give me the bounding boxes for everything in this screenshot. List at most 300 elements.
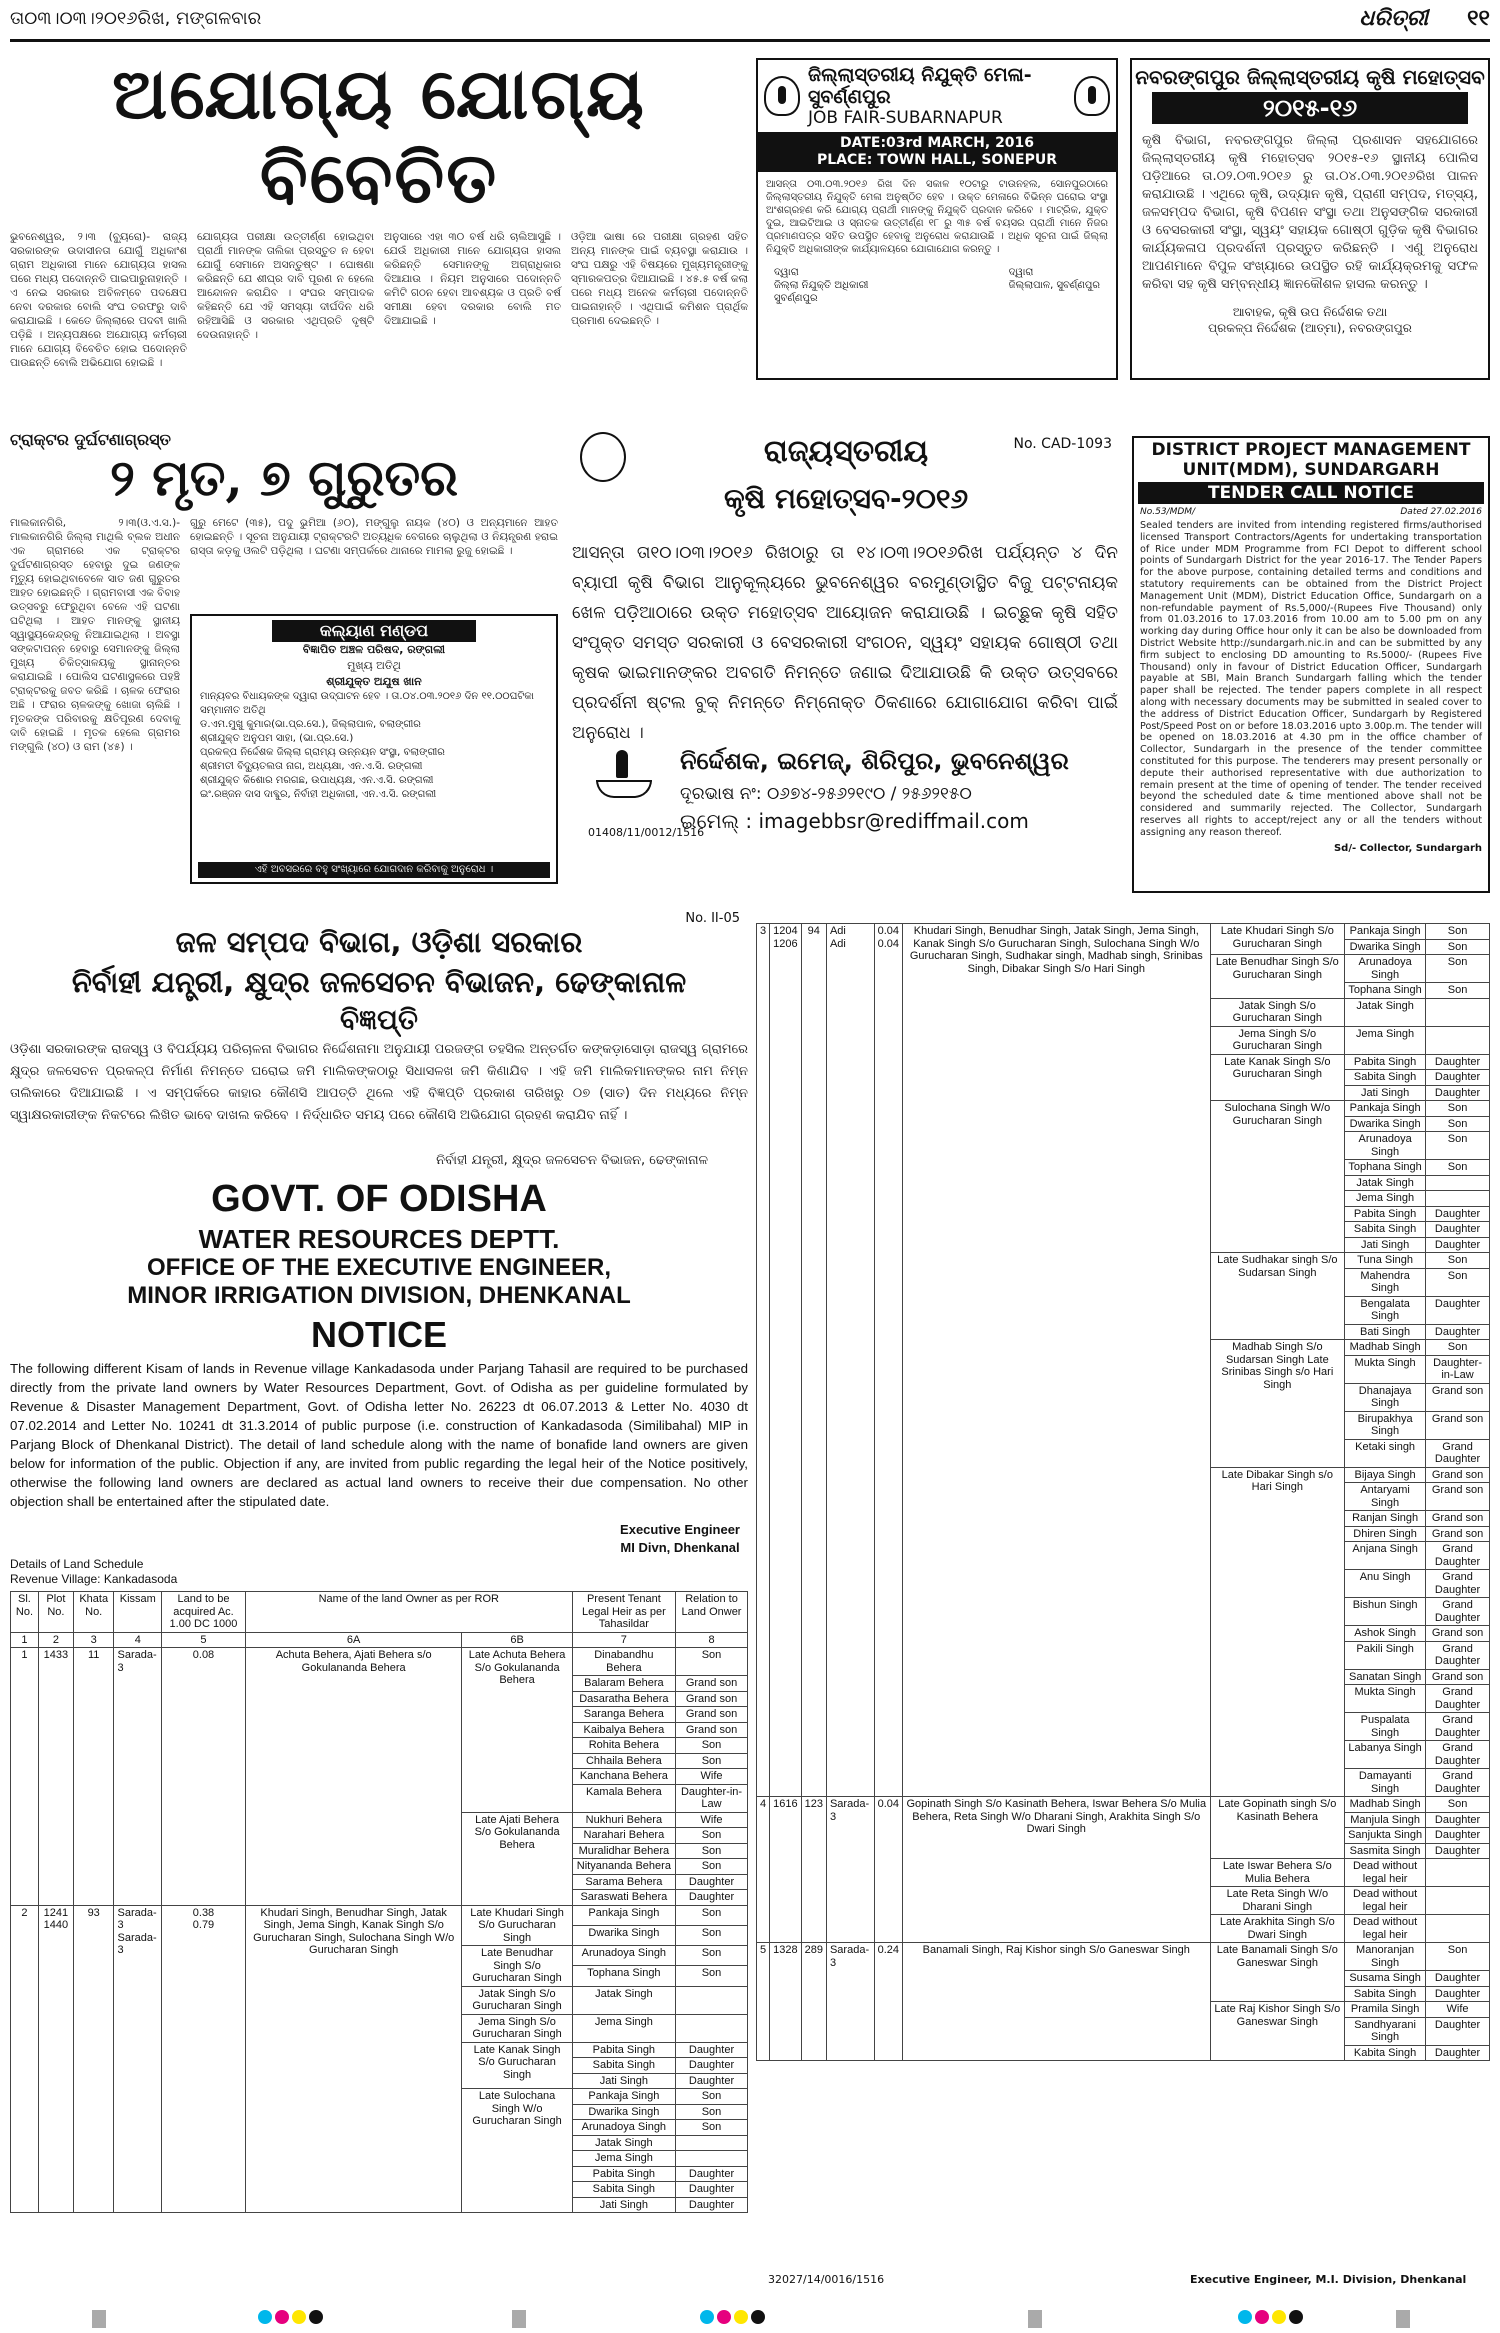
relation-cell: Daughter: [1426, 1070, 1490, 1086]
relation-cell: Daughter: [1426, 1237, 1490, 1253]
page-number: ୧୧: [1467, 6, 1490, 31]
heir-name-cell: Mukta Singh: [1345, 1685, 1426, 1713]
relation-cell: Son: [676, 1738, 748, 1754]
table-row: [757, 1943, 1490, 1971]
registration-dot: [1255, 2310, 1269, 2324]
table-colnum: 2: [38, 1632, 73, 1648]
khata-cell: 93: [73, 1905, 114, 2213]
relation-cell: Daughter: [1426, 1054, 1490, 1070]
heir-name-cell: Jema Singh: [1345, 1191, 1426, 1207]
news-headline: ଅଯୋଗ୍ୟ ଯୋଗ୍ୟ ବିବେଚିତ: [112, 52, 646, 219]
heir-name-cell: Jema Singh: [1345, 1026, 1426, 1054]
news-headline: ୨ ମୃତ, ୭ ଗୁରୁତର: [109, 448, 459, 507]
deceased-owner-cell: Jatak Singh S/o Gurucharan Singh: [462, 1986, 572, 2014]
ad-body: ମାନ୍ୟବର ବିଧାୟକଙ୍କ ଦ୍ୱାରା ଉଦ୍‌ଘାଟନ ହେବ । ତା.୦୪.୦୩.୨୦୧୬ ଦିନ ୧୧.୦୦ଘଟିକା ସମ୍ମାନୀତ ଅତିଥି ଡ.ଏମ.ମୁଖୁ କୁମାର(ଭା.ପ୍ର.ସେ.), ଜିଲ୍ଲାପାଳ, ବଲାଙ୍ଗୀର ଶ୍ରୀଯୁକ୍ତ ଅନୁପମ ସାହା, (ଭା.ପ୍ର.ସେ.) ପ୍ରକଳ୍ପ ନିର୍ଦ୍ଦେଶକ ଜିଲ୍ଲା ଗ୍ରାମ୍ୟ ଉନ୍ନୟନ ସଂସ୍ଥା, ବଲାଙ୍ଗୀର ଶ୍ରୀମତୀ ବିଦ୍ୟୁତଲତା ନାଗ, ଅଧ୍ୟକ୍ଷା, ଏନ.ଏ.ସି. ରଙ୍ଗଲୀ ଶ୍ରୀଯୁକ୍ତ କିଶୋର ମରଗଛ, ଉପାଧ୍ୟକ୍ଷ, ଏନ.ଏ.ସି. ରଙ୍ଗଲୀ ଇଂ.ରଞ୍ଜନ ଦାସ ଦାବ୍ଦୁର, ନିର୍ବାହୀ ଅଧିକାରୀ, ଏନ.ଏ.ସି. ରଙ୍ଗଲୀ: [200, 691, 534, 800]
table-row: [11, 1905, 748, 1925]
relation-cell: Grand son: [1426, 1669, 1490, 1685]
relation-cell: Grand son: [1426, 1626, 1490, 1642]
relation-cell: Grand son: [676, 1707, 748, 1723]
relation-cell: Grand son: [1426, 1483, 1490, 1511]
heir-name-cell: Muralidhar Behera: [572, 1843, 675, 1859]
heir-name-cell: Sarama Behera: [572, 1874, 675, 1890]
schedule-caption: [10, 1557, 177, 1587]
deceased-owner-cell: Late Arakhita Singh S/o Dwari Singh: [1210, 1915, 1345, 1943]
registration-dot: [700, 2310, 714, 2324]
heir-name-cell: Antaryami Singh: [1345, 1483, 1426, 1511]
heir-name-cell: Jati Singh: [1345, 1085, 1426, 1101]
registration-dot: [275, 2310, 289, 2324]
deceased-owner-cell: Late Kanak Singh S/o Gurucharan Singh: [1210, 1054, 1345, 1101]
heir-name-cell: Susama Singh: [1345, 1971, 1426, 1987]
relation-cell: Wife: [676, 1769, 748, 1785]
heir-name-cell: Anjana Singh: [1345, 1542, 1426, 1570]
relation-cell: Daughter: [1426, 1085, 1490, 1101]
relation-cell: Son: [1426, 1268, 1490, 1296]
news-kicker: ଟ୍ରାକ୍ଟର ଦୁର୍ଘଟଣାଗ୍ରସ୍ତ: [10, 430, 171, 449]
relation-cell: Son: [676, 1905, 748, 1925]
table-colnum: 6A: [245, 1632, 462, 1648]
kissam-cell: Sarada-3: [114, 1648, 162, 1906]
heir-name-cell: Saraswati Behera: [572, 1890, 675, 1906]
heir-name-cell: Pramila Singh: [1345, 2002, 1426, 2018]
schedule-caption-2: Revenue Village: Kankadasoda: [10, 1572, 178, 1586]
notice-en-h3: OFFICE OF THE EXECUTIVE ENGINEER,: [146, 1254, 612, 1281]
heir-name-cell: Jati Singh: [572, 2197, 675, 2213]
relation-cell: Daughter: [1426, 1971, 1490, 1987]
heir-name-cell: Sasmita Singh: [1345, 1843, 1426, 1859]
table-header: Plot No.: [38, 1592, 73, 1633]
relation-cell: Son: [676, 1648, 748, 1676]
deceased-owner-cell: Late Sulochana Singh W/o Gurucharan Singh: [462, 2089, 572, 2213]
plot-cell: 1328: [770, 1943, 801, 2061]
table-header-row: [11, 1592, 748, 1633]
relation-cell: Son: [676, 1925, 748, 1945]
emblem-icon: [764, 76, 800, 116]
relation-cell: Daughter: [676, 1874, 748, 1890]
heir-name-cell: Arunadoya Singh: [1345, 1132, 1426, 1160]
registration-dot: [292, 2310, 306, 2324]
notice-en-h2: WATER RESOURCES DEPTT.: [198, 1224, 560, 1254]
heir-name-cell: Dinabandhu Behera: [572, 1648, 675, 1676]
heir-name-cell: Puspalata Singh: [1345, 1713, 1426, 1741]
relation-cell: Grand son: [1426, 1383, 1490, 1411]
table-header: Name of the land Owner as per ROR: [245, 1592, 572, 1633]
ad-subtitle: କୃଷି ମହୋତ୍ସବ-୨୦୧୬: [723, 482, 969, 515]
area-cell: 0.04 0.04: [874, 924, 902, 1797]
deceased-owner-cell: Madhab Singh S/o Sudarsan Singh Late Srinibas Singh s/o Hari Singh: [1210, 1340, 1345, 1468]
relation-cell: [1426, 1026, 1490, 1054]
heir-name-cell: Ranjan Singh: [1345, 1511, 1426, 1527]
ad-date: DATE:03rd MARCH, 2016: [839, 135, 1035, 151]
sl-cell: 4: [757, 1797, 770, 1943]
relation-cell: Daughter-in-Law: [1426, 1355, 1490, 1383]
heir-name-cell: Kanchana Behera: [572, 1769, 675, 1785]
masthead: [10, 4, 1490, 42]
relation-cell: [1426, 1887, 1490, 1915]
registration-marks: [1028, 2310, 1042, 2328]
deceased-owner-cell: Late Benudhar Singh S/o Gurucharan Singh: [462, 1946, 572, 1987]
khata-cell: 289: [801, 1943, 826, 2061]
heir-name-cell: Sabita Singh: [1345, 1222, 1426, 1238]
relation-cell: Son: [1426, 1797, 1490, 1813]
heir-name-cell: Mahendra Singh: [1345, 1268, 1426, 1296]
registration-marks: [1396, 2310, 1410, 2328]
ad-job-fair: [756, 58, 1118, 380]
kissam-cell: Sarada-3: [826, 1943, 874, 2061]
heir-name-cell: Jati Singh: [1345, 1237, 1426, 1253]
ad-phone: ଦୂରଭାଷ ନଂ: ୦୬୭୪-୨୫୬୨୧୯୦ / ୨୫୬୨୧୫୦: [680, 784, 972, 804]
notice-en-h5: NOTICE: [310, 1314, 447, 1355]
ad-body: ଆସନ୍ତା ତା୧୦।୦୩।୨୦୧୬ ରିଖଠାରୁ ତା ୧୪।୦୩।୨୦୧୬ରିଖ ପର୍ଯ୍ୟନ୍ତ ୪ ଦିନ ବ୍ୟାପୀ କୃଷି ବିଭାଗ ଆନୁକୂଲ୍ୟରେ ଭୁବନେଶ୍ୱର ବରମୁଣ୍ଡାସ୍ଥିତ ବିଜୁ ପଟ୍ଟନାୟକ ଖେଳ ପଡ଼ିଆଠାରେ ଉକ୍ତ ମହୋତ୍ସବ ଆୟୋଜନ କରାଯାଉଛି । ଇଚ୍ଛୁକ କୃଷି ସହିତ ସଂପୃକ୍ତ ସମସ୍ତ ସରକାରୀ ଓ ବେସରକାରୀ ସଂଗଠନ, ସ୍ୱୟଂ ସହାୟକ ଗୋଷ୍ଠୀ ତଥା କୃଷକ ଭାଇମାନଙ୍କର ଅବଗତି ନିମନ୍ତେ ଜଣାଇ ଦିଆଯାଉଛି କି ଉକ୍ତ ଉତ୍ସବରେ ପ୍ରଦର୍ଶନୀ ଷ୍ଟଲ ବୁକ୍ ନିମନ୍ତେ ନିମ୍ନୋକ୍ତ ଠିକଣାରେ ଯୋଗାଯୋଗ କରିବା ପାଇଁ ଅନୁରୋଧ ।: [572, 543, 1118, 743]
table-colnum: 6B: [462, 1632, 572, 1648]
registration-dot: [1272, 2310, 1286, 2324]
owner-cell: Khudari Singh, Benudhar Singh, Jatak Singh, Jema Singh, Kanak Singh S/o Gurucharan Singh, Sulochana Singh W/o Gurucharan Singh: [245, 1905, 462, 2213]
relation-cell: Son: [676, 1828, 748, 1844]
tender-no: No.53/MDM/: [1140, 507, 1196, 517]
notice-odia-h3: ବିଜ୍ଞପ୍ତି: [340, 1003, 418, 1036]
relation-cell: Daughter: [1426, 1828, 1490, 1844]
heir-name-cell: Damayanti Singh: [1345, 1769, 1426, 1797]
heir-name-cell: Ketaki singh: [1345, 1439, 1426, 1467]
relation-cell: Daughter: [1426, 2045, 1490, 2061]
heir-name-cell: Jatak Singh: [572, 1986, 675, 2014]
relation-cell: Grand Daughter: [1426, 1769, 1490, 1797]
heir-name-cell: Balaram Behera: [572, 1676, 675, 1692]
ad-subtitle: ବିଜ୍ଞାପିତ ଅଞ୍ଚଳ ପରିଷଦ, ରଙ୍ଗଲୀ: [302, 643, 446, 656]
heir-name-cell: Bijaya Singh: [1345, 1467, 1426, 1483]
heir-name-cell: Sanatan Singh: [1345, 1669, 1426, 1685]
notice-odia-h2: ନିର୍ବାହୀ ଯନ୍ତ୍ରୀ, କ୍ଷୁଦ୍ର ଜଳସେଚନ ବିଭାଜନ, ଢେଙ୍କାନାଳ: [71, 965, 687, 999]
ad-krushi-state: [568, 428, 1124, 893]
plot-cell: 1433: [38, 1648, 73, 1906]
heir-name-cell: Pabita Singh: [1345, 1206, 1426, 1222]
ad-body: ଆସନ୍ତା ୦୩.୦୩.୨୦୧୬ ରିଖ ଦିନ ସକାଳ ୧୦ଟାରୁ ଟାଉନହଲ, ସୋନପୁରଠାରେ ଜିଲ୍ଲାସ୍ତରୀୟ ନିଯୁକ୍ତି ମେଳା ଅନୁଷ୍ଠିତ ହେବ । ଉକ୍ତ ମେଳାରେ ବିଭିନ୍ନ ଘରୋଇ ସଂସ୍ଥା ଅଂଶଗ୍ରହଣ କରି ଯୋଗ୍ୟ ପ୍ରାର୍ଥୀ ମାନଙ୍କୁ ନିଯୁକ୍ତି ପ୍ରଦାନ କରିବେ । ମାଟ୍ରିକ, ଯୁକ୍ତ ଦୁଇ, ଆଇଟିଆଇ ଓ ସ୍ନାତକ ଉତ୍ତୀର୍ଣ୍ଣ ୧୮ ରୁ ୩୫ ବର୍ଷ ବୟସର ପ୍ରାର୍ଥୀ ମାନେ ନିଜର ପ୍ରମାଣପତ୍ର ସହିତ ଉପସ୍ଥିତ ହେବାକୁ ଅନୁରୋଧ କରାଯାଉଛି । ଅଧିକ ସୂଚନା ପାଇଁ ଜିଲ୍ଲା ନିଯୁକ୍ତି ଅଧିକାରୀଙ୍କ କାର୍ଯ୍ୟାଳୟରେ ଯୋଗାଯୋଗ କରନ୍ତୁ ।: [766, 179, 1108, 255]
relation-cell: [676, 2135, 748, 2151]
relation-cell: Son: [1426, 955, 1490, 983]
deceased-owner-cell: Late Khudari Singh S/o Gurucharan Singh: [1210, 924, 1345, 955]
table-colnum: 4: [114, 1632, 162, 1648]
deceased-owner-cell: Late Banamali Singh S/o Ganeswar Singh: [1210, 1943, 1345, 2002]
lamp-icon: [592, 744, 652, 804]
relation-cell: Daughter: [1426, 1206, 1490, 1222]
registration-mark: [92, 2310, 106, 2328]
notice-en-sign-1: Executive Engineer: [620, 1522, 740, 1537]
relation-cell: Daughter: [1426, 1986, 1490, 2002]
heir-name-cell: Dhanajaya Singh: [1345, 1383, 1426, 1411]
plot-cell: 1616: [770, 1797, 801, 1943]
heir-name-cell: Dwarika Singh: [572, 2104, 675, 2120]
owner-cell: Gopinath Singh S/o Kasinath Behera, Iswar Behera S/o Mulia Behera, Reta Singh W/o Dharani Singh, Arakhita Singh S/o Dwari Singh: [903, 1797, 1211, 1943]
color-registration-dots: [700, 2310, 765, 2328]
heir-name-cell: Jatak Singh: [572, 2135, 675, 2151]
sl-cell: 2: [11, 1905, 39, 2213]
table-header: Khata No.: [73, 1592, 114, 1633]
notice-odia-body: ଓଡ଼ିଶା ସରକାରଙ୍କ ରାଜସ୍ୱ ଓ ବିପର୍ଯ୍ୟୟ ପରିଚାଳନା ବିଭାଗର ନିର୍ଦ୍ଦେଶନାମା ଅନୁଯାୟୀ ପରଜଙ୍ଗ ତହସିଲ ଅନ୍ତର୍ଗତ କଙ୍କଡ଼ାସୋଡ଼ା ରାଜସ୍ୱ ଗ୍ରାମରେ କ୍ଷୁଦ୍ର ଜଳସେଚନ ପ୍ରକଳ୍ପ ନିର୍ମାଣ ନିମନ୍ତେ ଘରୋଇ ଜମି ମାଲିକଙ୍କଠାରୁ ସିଧାସଳଖ ଜମି କିଣାଯିବ । ଏହି ଜମି ମାଲିକମାନଙ୍କର ନାମ ନିମ୍ନ ତାଲିକାରେ ଦିଆଯାଇଛି । ଏ ସମ୍ପର୍କରେ କାହାର କୌଣସି ଆପତ୍ତି ଥିଲେ ଏହି ବିଜ୍ଞପ୍ତି ପ୍ରକାଶ ତାରିଖରୁ ୦୭ (ସାତ) ଦିନ ମଧ୍ୟରେ ନିମ୍ନ ସ୍ୱାକ୍ଷରକାରୀଙ୍କ ନିକଟରେ ଲିଖିତ ଭାବେ ଦାଖଲ କରିବେ । ନିର୍ଦ୍ଧାରିତ ସମୟ ପରେ କୌଣସି ଅଭିଯୋଗ ଗ୍ରହଣ କରାଯିବ ନାହିଁ ।: [10, 1042, 748, 1123]
ad-sign: Sd/- Collector, Sundargarh: [1333, 842, 1482, 854]
relation-cell: Son: [676, 2120, 748, 2136]
deceased-owner-cell: Late Dibakar Singh s/o Hari Singh: [1210, 1467, 1345, 1797]
registration-dot: [1289, 2310, 1303, 2324]
registration-dot: [309, 2310, 323, 2324]
relation-cell: Grand Daughter: [1426, 1570, 1490, 1598]
table-colnum: 1: [11, 1632, 39, 1648]
ad-sign-left: ଦ୍ୱାରା ଜିଲ୍ଲା ନିଯୁକ୍ତି ଅଧିକାରୀ ସୁବର୍ଣ୍ଣପୁର: [774, 267, 869, 304]
relation-cell: Son: [1426, 1160, 1490, 1176]
ad-code: No. CAD-1093: [1013, 436, 1112, 452]
tender-date: Dated 27.02.2016: [1400, 507, 1482, 517]
relation-cell: Son: [1426, 1340, 1490, 1356]
notice-en-h4: MINOR IRRIGATION DIVISION, DHENKANAL: [127, 1282, 631, 1309]
notice-water-resources: [10, 907, 748, 2211]
deceased-owner-cell: Late Benudhar Singh S/o Gurucharan Singh: [1210, 955, 1345, 999]
heir-name-cell: Pabita Singh: [572, 2042, 675, 2058]
ad-sign-right: ଦ୍ୱାରା ଜିଲ୍ଲାପାଳ, ସୁବର୍ଣ୍ଣପୁର: [1008, 267, 1100, 291]
heir-name-cell: Dhiren Singh: [1345, 1526, 1426, 1542]
relation-cell: [1426, 1191, 1490, 1207]
relation-cell: Daughter: [676, 2073, 748, 2089]
notice-no: No. II-05: [685, 911, 740, 926]
notice-en-body: The following different Kisam of lands in Revenue village Kankadasoda under Parjang Tahasil are required to be purchased directly from the private land owners by Water Resources Department, Govt. of Odisha as per guideline formulated by Revenue & Disaster Management Department, Govt. of Odisha letter No. 26223 dt 06.07.2013 & Letter No. 4030 dt 07.02.2014 and Letter No. 10241 dt 31.3.2014 of public purpose (i.e. construction of Kankadasoda (Similibahal) MIP in Parjang Block of Dhenkanal District). The detail of land schedule along with the name of bonafide land owners are given below for information of the public. Objection if any, are invited from public regarding the legal heir of the Notice positively, otherwise the following land owners are declared as actual land owners to receive their due compensation. No other objection shall be entertained after the stipulated date.: [10, 1361, 748, 1509]
heir-name-cell: Dead without legal heir: [1345, 1859, 1426, 1887]
ad-year-band: ୨୦୧୫-୧୬: [1152, 92, 1468, 124]
relation-cell: Grand son: [676, 1691, 748, 1707]
sl-cell: 3: [757, 924, 770, 1797]
heir-name-cell: Tophana Singh: [572, 1966, 675, 1986]
sl-cell: 5: [757, 1943, 770, 2061]
relation-cell: Son: [676, 1946, 748, 1966]
table-header: Land to be acquired Ac. 1.00 DC 1000: [162, 1592, 246, 1633]
heir-name-cell: Pankaja Singh: [1345, 924, 1426, 940]
relation-cell: Grand Daughter: [1426, 1542, 1490, 1570]
registration-dot: [751, 2310, 765, 2324]
owner-cell: Khudari Singh, Benudhar Singh, Jatak Singh, Jema Singh, Kanak Singh S/o Gurucharan Singh, Sulochana Singh W/o Gurucharan Singh, Sudhakar singh, Madhab singh, Srinibas Singh, Dibakar Singh S/o Hari Singh: [903, 924, 1211, 1797]
relation-cell: Daughter-in-Law: [676, 1784, 748, 1812]
heir-name-cell: Jema Singh: [572, 2151, 675, 2167]
table-row: [757, 1797, 1490, 1813]
heir-name-cell: Arunadoya Singh: [572, 2120, 675, 2136]
deceased-owner-cell: Late Iswar Behera S/o Mulia Behera: [1210, 1859, 1345, 1887]
deceased-owner-cell: Late Raj Kishor Singh S/o Ganeswar Singh: [1210, 2002, 1345, 2061]
ad-place: PLACE: TOWN HALL, SONEPUR: [816, 152, 1058, 168]
ad-title: DISTRICT PROJECT MANAGEMENT UNIT(MDM), SUNDARGARH: [1151, 440, 1471, 480]
heir-name-cell: Tophana Singh: [1345, 983, 1426, 999]
relation-cell: [1426, 998, 1490, 1026]
heir-name-cell: Sabita Singh: [572, 2058, 675, 2074]
relation-cell: Grand son: [1426, 1526, 1490, 1542]
ad-title: ରାଜ୍ୟସ୍ତରୀୟ: [763, 434, 929, 469]
chief-guest: ଶ୍ରୀଯୁକ୍ତ ଅଯୁଷ ଖାନ: [326, 675, 422, 688]
heir-name-cell: Ashok Singh: [1345, 1626, 1426, 1642]
relation-cell: Son: [1426, 924, 1490, 940]
ad-address: ନିର୍ଦ୍ଦେଶକ, ଇମେଜ୍, ଶିରିପୁର, ଭୁବନେଶ୍ୱର: [680, 747, 1069, 775]
ad-title: କଲ୍ୟାଣ ମଣ୍ଡପ: [272, 620, 476, 642]
relation-cell: [1426, 1175, 1490, 1191]
table-header: Sl. No.: [11, 1592, 39, 1633]
relation-cell: Grand Daughter: [1426, 1598, 1490, 1626]
relation-cell: Wife: [676, 1812, 748, 1828]
registration-dot: [734, 2310, 748, 2324]
ad-kalyan-mandap: [190, 614, 558, 884]
registration-mark: [512, 2310, 526, 2328]
notice-en-sign: [620, 1521, 740, 1557]
ad-subtitle: JOB FAIR-SUBARNAPUR: [808, 108, 1003, 128]
heir-name-cell: Tophana Singh: [1345, 1160, 1426, 1176]
heir-name-cell: Anu Singh: [1345, 1570, 1426, 1598]
ad-band: TENDER CALL NOTICE: [1138, 482, 1484, 504]
relation-cell: Daughter: [676, 1890, 748, 1906]
table-row: [757, 924, 1490, 940]
deceased-owner-cell: Late Gopinath singh S/o Kasinath Behera: [1210, 1797, 1345, 1859]
news-ayogya: [10, 52, 748, 420]
news-column: ଭୁବନେଶ୍ୱର, ୨।୩ (ବ୍ୟୁରୋ)- ରାଜ୍ୟ ସରକାରଙ୍କ ଉଦାସୀନତା ଯୋଗୁଁ ଅଧିକାଂଶ ଗ୍ରାମ ଅଧିକାରୀ ମାନେ ଯୋଗ୍ୟତା ହାସଲ ପରେ ମଧ୍ୟ ପଦୋନ୍ନତି ପାଇପାରୁନାହାନ୍ତି । ଏ ନେଇ ସରକାର ଅବିଳମ୍ବେ ପଦକ୍ଷେପ ନେବା ଦରକାର ବୋଲି ସଂଘ ତରଫରୁ ଦାବି କରାଯାଇଛି । କେତେ ଜିଲ୍ଲାରେ ପଦବୀ ଖାଲି ପଡ଼ିଛି । ଅନ୍ୟପକ୍ଷରେ ଅଯୋଗ୍ୟ କର୍ମଚାରୀ ମାନେ ଯୋଗ୍ୟ ବିବେଚିତ ହୋଇ ପଦୋନ୍ନତି ପାଉଛନ୍ତି ବୋଲି ଅଭିଯୋଗ ହୋଇଛି ।: [10, 231, 187, 369]
ad-title: ନବରଙ୍ଗପୁର ଜିଲ୍ଲାସ୍ତରୀୟ କୃଷି ମହୋତ୍ସବ: [1135, 65, 1485, 89]
kissam-cell: Sarada-3: [826, 1797, 874, 1943]
relation-cell: Son: [676, 2089, 748, 2105]
deceased-owner-cell: Sulochana Singh W/o Gurucharan Singh: [1210, 1101, 1345, 1253]
registration-dot: [1238, 2310, 1252, 2324]
relation-cell: Son: [1426, 1943, 1490, 1971]
ad-tender-notice: [1132, 436, 1490, 893]
relation-cell: Grand Daughter: [1426, 1685, 1490, 1713]
relation-cell: [1426, 1915, 1490, 1943]
relation-cell: Grand Daughter: [1426, 1713, 1490, 1741]
relation-cell: Wife: [1426, 2002, 1490, 2018]
emblem-icon: [1074, 76, 1110, 116]
owner-cell: Achuta Behera, Ajati Behera s/o Gokulananda Behera: [245, 1648, 462, 1906]
table-header: Relation to Land Onwer: [676, 1592, 748, 1633]
ad-title: ଜିଲ୍ଲାସ୍ତରୀୟ ନିଯୁକ୍ତି ମେଳା-ସୁବର୍ଣ୍ଣପୁର: [808, 64, 1032, 108]
news-column: ଅନୁସାରେ ଏହା ୩୦ ବର୍ଷ ଧରି ଚାଲିଆସୁଛି । ଯେଉଁ ଅଧିକାରୀ ମାନେ ଯୋଗ୍ୟତା ହାସଲ କରିଛନ୍ତି ସେମାନଙ୍କୁ ଅଗ୍ରାଧିକାର ଦିଆଯାଉ । ନିୟମ ଅନୁସାରେ ପଦୋନ୍ନତି କମିଟି ଗଠନ ହେବା ଆବଶ୍ୟକ ଓ ପ୍ରତି ବର୍ଷ ସମୀକ୍ଷା ହେବା ଦରକାର ବୋଲି ମତ ଦିଆଯାଇଛି ।: [384, 231, 561, 327]
relation-cell: Daughter: [1426, 1222, 1490, 1238]
relation-cell: Son: [676, 1966, 748, 1986]
relation-cell: Grand son: [1426, 1411, 1490, 1439]
deceased-owner-cell: Late Kanak Singh S/o Gurucharan Singh: [462, 2042, 572, 2089]
paper-logo: ଧରିତ୍ରୀ: [1359, 6, 1428, 31]
relation-cell: Grand son: [676, 1676, 748, 1692]
area-cell: 0.04: [874, 1797, 902, 1943]
table-header: Kissam: [114, 1592, 162, 1633]
relation-cell: Grand son: [1426, 1511, 1490, 1527]
heir-name-cell: Birupakhya Singh: [1345, 1411, 1426, 1439]
heir-name-cell: Jatak Singh: [1345, 1175, 1426, 1191]
heir-name-cell: Dwarika Singh: [1345, 1116, 1426, 1132]
kissam-cell: Sarada-3 Sarada-3: [114, 1905, 162, 2213]
heir-name-cell: Jema Singh: [572, 2014, 675, 2042]
sl-cell: 1: [11, 1648, 39, 1906]
heir-name-cell: Madhab Singh: [1345, 1340, 1426, 1356]
table-colnum: 7: [572, 1632, 675, 1648]
notice-en-h1: GOVT. OF ODISHA: [211, 1178, 547, 1220]
heir-name-cell: Manjula Singh: [1345, 1812, 1426, 1828]
heir-name-cell: Dwarika Singh: [572, 1925, 675, 1945]
table-colnum-row: [11, 1632, 748, 1648]
heir-name-cell: Mukta Singh: [1345, 1355, 1426, 1383]
relation-cell: Daughter: [1426, 2017, 1490, 2045]
table-header: Present Tenant Legal Heir as per Tahasildar: [572, 1592, 675, 1633]
khata-cell: 94: [801, 924, 826, 1797]
heir-name-cell: Dwarika Singh: [1345, 939, 1426, 955]
heir-name-cell: Kaibalya Behera: [572, 1722, 675, 1738]
deceased-owner-cell: Jema Singh S/o Gurucharan Singh: [1210, 1026, 1345, 1054]
issue-date: ତା୦୩।୦୩।୨୦୧୬ରିଖ, ମଙ୍ଗଳବାର: [10, 8, 262, 29]
heir-name-cell: Pankaja Singh: [572, 2089, 675, 2105]
table-row: [11, 1648, 748, 1676]
heir-name-cell: Bengalata Singh: [1345, 1296, 1426, 1324]
heir-name-cell: Nityananda Behera: [572, 1859, 675, 1875]
heir-name-cell: Pabita Singh: [572, 2166, 675, 2182]
notice-footer-sign: Executive Engineer, M.I. Division, Dhenkanal: [1190, 2273, 1467, 2286]
plot-cell: 1241 1440: [38, 1905, 73, 2213]
relation-cell: Grand Daughter: [1426, 1439, 1490, 1467]
heir-name-cell: Kabita Singh: [1345, 2045, 1426, 2061]
heir-name-cell: Tuna Singh: [1345, 1253, 1426, 1269]
relation-cell: Daughter: [676, 2042, 748, 2058]
heir-name-cell: Jatak Singh: [1345, 998, 1426, 1026]
heir-name-cell: Madhab Singh: [1345, 1797, 1426, 1813]
heir-name-cell: Saranga Behera: [572, 1707, 675, 1723]
relation-cell: Daughter: [1426, 1324, 1490, 1340]
heir-name-cell: Rohita Behera: [572, 1738, 675, 1754]
deceased-owner-cell: Jatak Singh S/o Gurucharan Singh: [1210, 998, 1345, 1026]
relation-cell: Daughter: [676, 2058, 748, 2074]
heir-name-cell: Dead without legal heir: [1345, 1887, 1426, 1915]
relation-cell: Son: [1426, 1132, 1490, 1160]
relation-cell: Son: [1426, 1116, 1490, 1132]
relation-cell: Grand son: [1426, 1467, 1490, 1483]
chief-guest-label: ମୁଖ୍ୟ ଅତିଥି: [347, 659, 401, 672]
color-registration-dots: [1238, 2310, 1303, 2328]
relation-cell: Daughter: [676, 2182, 748, 2198]
heir-name-cell: Pankaja Singh: [1345, 1101, 1426, 1117]
registration-marks: [92, 2310, 106, 2328]
ad-sign: ଆବାହକ, କୃଷି ଉପ ନିର୍ଦ୍ଦେଶକ ତଥା ପ୍ରକଳ୍ପ ନିର୍ଦ୍ଦେଶକ (ଆତ୍ମା), ନବରଙ୍ଗପୁର: [1208, 305, 1412, 335]
heir-name-cell: Chhaila Behera: [572, 1753, 675, 1769]
heir-name-cell: Dead without legal heir: [1345, 1915, 1426, 1943]
relation-cell: Son: [1426, 983, 1490, 999]
relation-cell: Son: [676, 1843, 748, 1859]
registration-dot: [258, 2310, 272, 2324]
relation-cell: Son: [1426, 1253, 1490, 1269]
land-schedule-table: [10, 1591, 748, 2213]
khata-cell: 11: [73, 1648, 114, 1906]
relation-cell: Grand son: [676, 1722, 748, 1738]
area-cell: 0.24: [874, 1943, 902, 2061]
heir-name-cell: Bati Singh: [1345, 1324, 1426, 1340]
relation-cell: Daughter: [1426, 1843, 1490, 1859]
table-colnum: 3: [73, 1632, 114, 1648]
relation-cell: Grand Daughter: [1426, 1741, 1490, 1769]
table-colnum: 5: [162, 1632, 246, 1648]
heir-name-cell: Labanya Singh: [1345, 1741, 1426, 1769]
relation-cell: Daughter: [1426, 1296, 1490, 1324]
notice-en-sign-2: MI Divn, Dhenkanal: [620, 1540, 740, 1555]
kissam-cell: Adi Adi: [826, 924, 874, 1797]
table-colnum: 8: [676, 1632, 748, 1648]
registration-mark: [1028, 2310, 1042, 2328]
notice-release-code: 32027/14/0016/1516: [768, 2273, 885, 2286]
news-tractor: [10, 428, 558, 893]
ad-release-code: 01408/11/0012/1516: [588, 826, 705, 839]
relation-cell: [676, 2151, 748, 2167]
area-cell: 0.38 0.79: [162, 1905, 246, 2213]
deceased-owner-cell: Late Khudari Singh S/o Gurucharan Singh: [462, 1905, 572, 1946]
ad-body: କୃଷି ବିଭାଗ, ନବରଙ୍ଗପୁର ଜିଲ୍ଲା ପ୍ରଶାସନ ସହଯୋଗରେ ଜିଲ୍ଲାସ୍ତରୀୟ କୃଷି ମହୋତ୍ସବ ୨୦୧୫-୧୬ ସ୍ଥାନୀୟ ପୋଲିସ ପଡ଼ିଆରେ ତା.୦୨.୦୩.୨୦୧୬ ରୁ ତା.୦୪.୦୩.୨୦୧୬ରିଖ ପାଳନ କରାଯାଉଛି । ଏଥିରେ କୃଷି, ଉଦ୍ୟାନ କୃଷି, ପ୍ରାଣୀ ସମ୍ପଦ, ମତ୍ସ୍ୟ, ଜଳସମ୍ପଦ ବିଭାଗ, କୃଷି ବିପଣନ ସଂସ୍ଥା ତଥା ଅନୁସଙ୍ଗିକ ସରକାରୀ ଓ ବେସରକାରୀ ସଂସ୍ଥା, ସ୍ୱୟଂ ସହାୟକ ଗୋଷ୍ଠୀ ଗୁଡ଼ିକ କୃଷି ବିଭାଗର କାର୍ଯ୍ୟକଳାପ ପ୍ରଦର୍ଶନୀ ପ୍ରସ୍ତୁତ କରିଛନ୍ତି । ଏଣୁ ଅନୁରୋଧ ଆପଣମାନେ ବିପୁଳ ସଂଖ୍ୟାରେ ଉପସ୍ଥିତ ରହି କାର୍ଯ୍ୟକ୍ରମକୁ ସଫଳ କରିବା ସହ କୃଷି ସମ୍ବନ୍ଧୀୟ ଜ୍ଞାନକୌଶଳ ହାସଲ କରନ୍ତୁ ।: [1142, 133, 1478, 292]
relation-cell: Daughter: [676, 2197, 748, 2213]
relation-cell: Son: [1426, 1101, 1490, 1117]
relation-cell: Son: [676, 2104, 748, 2120]
heir-name-cell: Sanjukta Singh: [1345, 1828, 1426, 1844]
color-registration-dots: [258, 2310, 323, 2328]
